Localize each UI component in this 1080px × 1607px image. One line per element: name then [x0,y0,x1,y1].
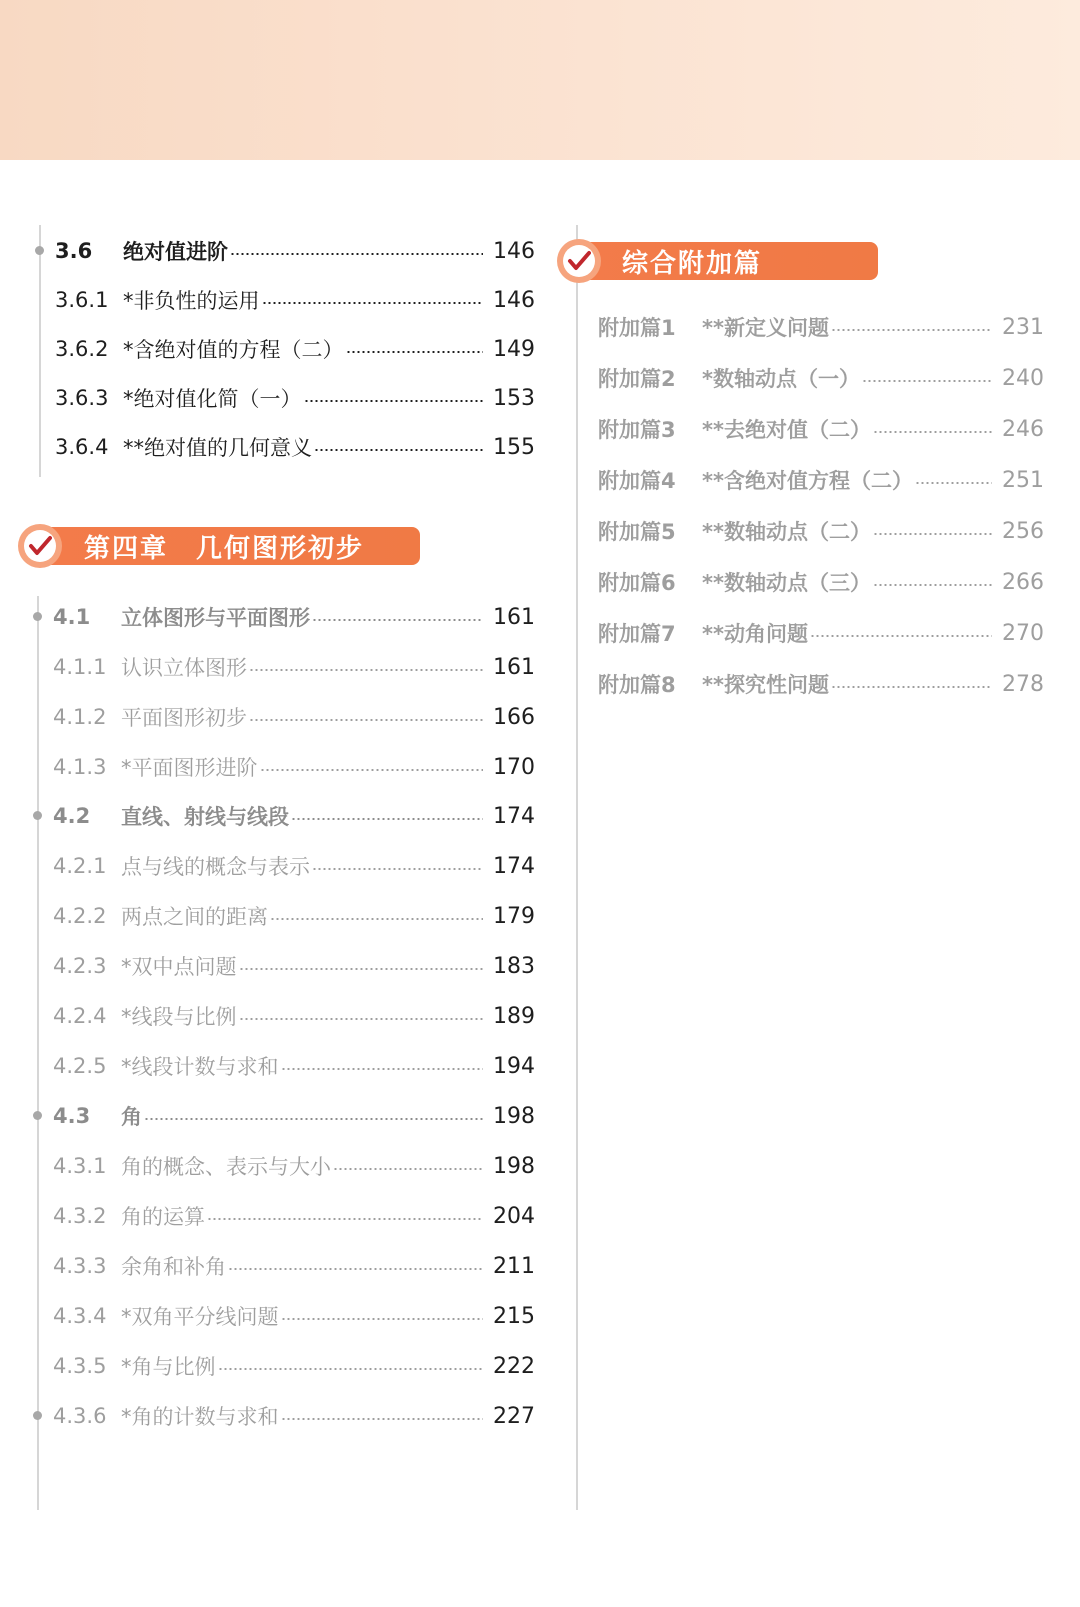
entry-title: 角的运算 [121,1205,205,1229]
dot-leader [314,449,483,451]
entry-page: 240 [1002,365,1044,391]
dot-leader [304,400,484,402]
entry-number: 4.2.3 [53,954,107,978]
toc-entry-4-1-3[interactable] [53,749,535,785]
entry-title: 两点之间的距离 [121,905,268,929]
toc-entry-4-3-6[interactable] [53,1398,535,1434]
entry-page: 174 [493,803,535,829]
toc-entry-4-1[interactable] [53,599,535,635]
toc-entry-3-6[interactable] [55,233,535,269]
entry-page: 149 [493,336,535,362]
chapter4-header-bar [38,527,420,565]
dot-leader [281,1318,484,1320]
entry-number: 3.6 [55,239,93,263]
entry-page: 251 [1002,467,1044,493]
toc-entry-annex-5[interactable] [598,513,1044,549]
entry-number: 附加篇8 [598,673,676,697]
dot-leader [144,1118,483,1120]
entry-number: 附加篇2 [598,367,676,391]
entry-title: *角的计数与求和 [121,1405,279,1429]
toc-entry-3-6-2[interactable] [55,331,535,367]
entry-number: 4.2.1 [53,854,107,878]
entry-page: 153 [493,385,535,411]
toc-entry-3-6-3[interactable] [55,380,535,416]
toc-entry-4-3-1[interactable] [53,1148,535,1184]
toc-entry-annex-3[interactable] [598,411,1044,447]
entry-number: 附加篇5 [598,520,676,544]
entry-number: 4.2.2 [53,904,107,928]
dot-leader [810,635,992,637]
chapter4-header-text: 第四章 几何图形初步 [84,533,365,564]
entry-page: 198 [493,1103,535,1129]
toc-entry-3-6-1[interactable] [55,282,535,318]
chapter4-check-badge [18,524,62,568]
dot-leader [230,253,483,255]
dot-leader [312,619,483,621]
entry-number: 4.2.5 [53,1054,107,1078]
entry-title: *线段计数与求和 [121,1055,279,1079]
entry-number: 4.2.4 [53,1004,107,1028]
check-icon-bg [563,245,595,277]
entry-number: 4.3.1 [53,1154,107,1178]
dot-leader [270,918,483,920]
dot-leader [281,1068,484,1070]
entry-title: *双角平分线问题 [121,1305,279,1329]
entry-page: 256 [1002,518,1044,544]
dot-leader [333,1168,483,1170]
entry-page: 161 [493,604,535,630]
entry-title: 认识立体图形 [121,656,247,680]
dot-leader [239,1018,484,1020]
toc-entry-3-6-4[interactable] [55,429,535,465]
dot-leader [262,302,484,304]
toc-entry-4-2-2[interactable] [53,898,535,934]
entry-title: 直线、射线与线段 [121,805,289,829]
toc-entry-4-2-1[interactable] [53,848,535,884]
left-timeline-upper [39,225,41,477]
entry-title: *线段与比例 [121,1005,237,1029]
toc-entry-annex-8[interactable] [598,666,1044,702]
dot-leader [873,533,992,535]
entry-number: 4.3.4 [53,1304,107,1328]
dot-leader [260,769,484,771]
entry-title: *双中点问题 [121,955,237,979]
left-timeline-lower [37,596,39,1510]
entry-page: 215 [493,1303,535,1329]
dot-leader [831,686,992,688]
annex-header-bar [578,242,878,280]
check-icon-bg [24,530,56,562]
toc-entry-4-2-3[interactable] [53,948,535,984]
toc-entry-4-3-5[interactable] [53,1348,535,1384]
entry-title: 角 [121,1105,142,1129]
dot-leader [862,380,992,382]
entry-title: *绝对值化简（一） [123,387,302,411]
right-column-divider [576,225,578,1510]
entry-page: 278 [1002,671,1044,697]
toc-entry-4-3[interactable] [53,1098,535,1134]
section-bullet [35,246,44,255]
dot-leader [207,1218,483,1220]
entry-number: 4.3.5 [53,1354,107,1378]
entry-page: 222 [493,1353,535,1379]
entry-page: 189 [493,1003,535,1029]
entry-page: 227 [493,1403,535,1429]
dot-leader [291,818,483,820]
entry-title: 绝对值进阶 [123,240,228,264]
entry-page: 266 [1002,569,1044,595]
toc-entry-4-3-4[interactable] [53,1298,535,1334]
dot-leader [218,1368,484,1370]
entry-title: *平面图形进阶 [121,756,258,780]
entry-page: 161 [493,654,535,680]
entry-number: 4.3.2 [53,1204,107,1228]
entry-number: 附加篇6 [598,571,676,595]
entry-title: **数轴动点（二） [702,520,871,544]
entry-number: 3.6.2 [55,337,109,361]
check-icon [567,250,591,272]
entry-page: 179 [493,903,535,929]
entry-page: 246 [1002,416,1044,442]
section-bullet [33,1411,42,1420]
entry-page: 204 [493,1203,535,1229]
toc-entry-4-3-2[interactable] [53,1198,535,1234]
toc-entry-4-2-4[interactable] [53,998,535,1034]
entry-number: 附加篇4 [598,469,676,493]
entry-number: 3.6.1 [55,288,109,312]
dot-leader [239,968,484,970]
entry-page: 146 [493,287,535,313]
dot-leader [873,431,992,433]
check-icon [28,535,52,557]
dot-leader [312,868,483,870]
entry-title: *含绝对值的方程（二） [123,338,344,362]
section-bullet [33,811,42,820]
entry-number: 3.6.4 [55,435,109,459]
entry-number: 4.2 [53,804,91,828]
toc-entry-annex-2[interactable] [598,360,1044,396]
entry-number: 4.1.2 [53,705,107,729]
entry-page: 270 [1002,620,1044,646]
entry-title: **去绝对值（二） [702,418,871,442]
toc-entry-annex-7[interactable] [598,615,1044,651]
entry-title: 点与线的概念与表示 [121,855,310,879]
entry-page: 183 [493,953,535,979]
entry-number: 4.3 [53,1104,91,1128]
entry-page: 231 [1002,314,1044,340]
annex-check-badge [557,239,601,283]
entry-page: 170 [493,754,535,780]
toc-entry-annex-4[interactable] [598,462,1044,498]
toc-entry-4-1-2[interactable] [53,699,535,735]
entry-title: **探究性问题 [702,673,829,697]
toc-entry-4-2[interactable] [53,798,535,834]
entry-page: 155 [493,434,535,460]
entry-page: 198 [493,1153,535,1179]
section-bullet [33,612,42,621]
entry-title: 余角和补角 [121,1255,226,1279]
entry-page: 211 [493,1253,535,1279]
toc-entry-4-1-1[interactable] [53,649,535,685]
entry-number: 附加篇1 [598,316,676,340]
entry-number: 4.1 [53,605,91,629]
entry-title: **数轴动点（三） [702,571,871,595]
toc-entry-4-2-5[interactable] [53,1048,535,1084]
entry-title: *数轴动点（一） [702,367,860,391]
dot-leader [831,329,992,331]
entry-title: **新定义问题 [702,316,829,340]
dot-leader [873,584,992,586]
entry-title: 立体图形与平面图形 [121,606,310,630]
entry-number: 4.3.3 [53,1254,107,1278]
entry-title: **绝对值的几何意义 [123,436,312,460]
entry-number: 4.3.6 [53,1404,107,1428]
dot-leader [346,351,484,353]
dot-leader [281,1418,484,1420]
toc-entry-4-3-3[interactable] [53,1248,535,1284]
toc-entry-annex-6[interactable] [598,564,1044,600]
dot-leader [228,1268,483,1270]
entry-title: **含绝对值方程（二） [702,469,913,493]
section-bullet [33,1111,42,1120]
entry-number: 4.1.3 [53,755,107,779]
entry-page: 166 [493,704,535,730]
dot-leader [249,669,483,671]
annex-header-text: 综合附加篇 [622,248,763,279]
entry-title: *角与比例 [121,1355,216,1379]
entry-title: **动角问题 [702,622,808,646]
top-header-band [0,0,1080,160]
dot-leader [249,719,483,721]
dot-leader [915,482,992,484]
entry-title: 平面图形初步 [121,706,247,730]
entry-page: 194 [493,1053,535,1079]
entry-title: 角的概念、表示与大小 [121,1155,331,1179]
entry-number: 4.1.1 [53,655,107,679]
entry-page: 146 [493,238,535,264]
toc-entry-annex-1[interactable] [598,309,1044,345]
entry-number: 附加篇7 [598,622,676,646]
entry-title: *非负性的运用 [123,289,260,313]
entry-number: 附加篇3 [598,418,676,442]
entry-page: 174 [493,853,535,879]
entry-number: 3.6.3 [55,386,109,410]
